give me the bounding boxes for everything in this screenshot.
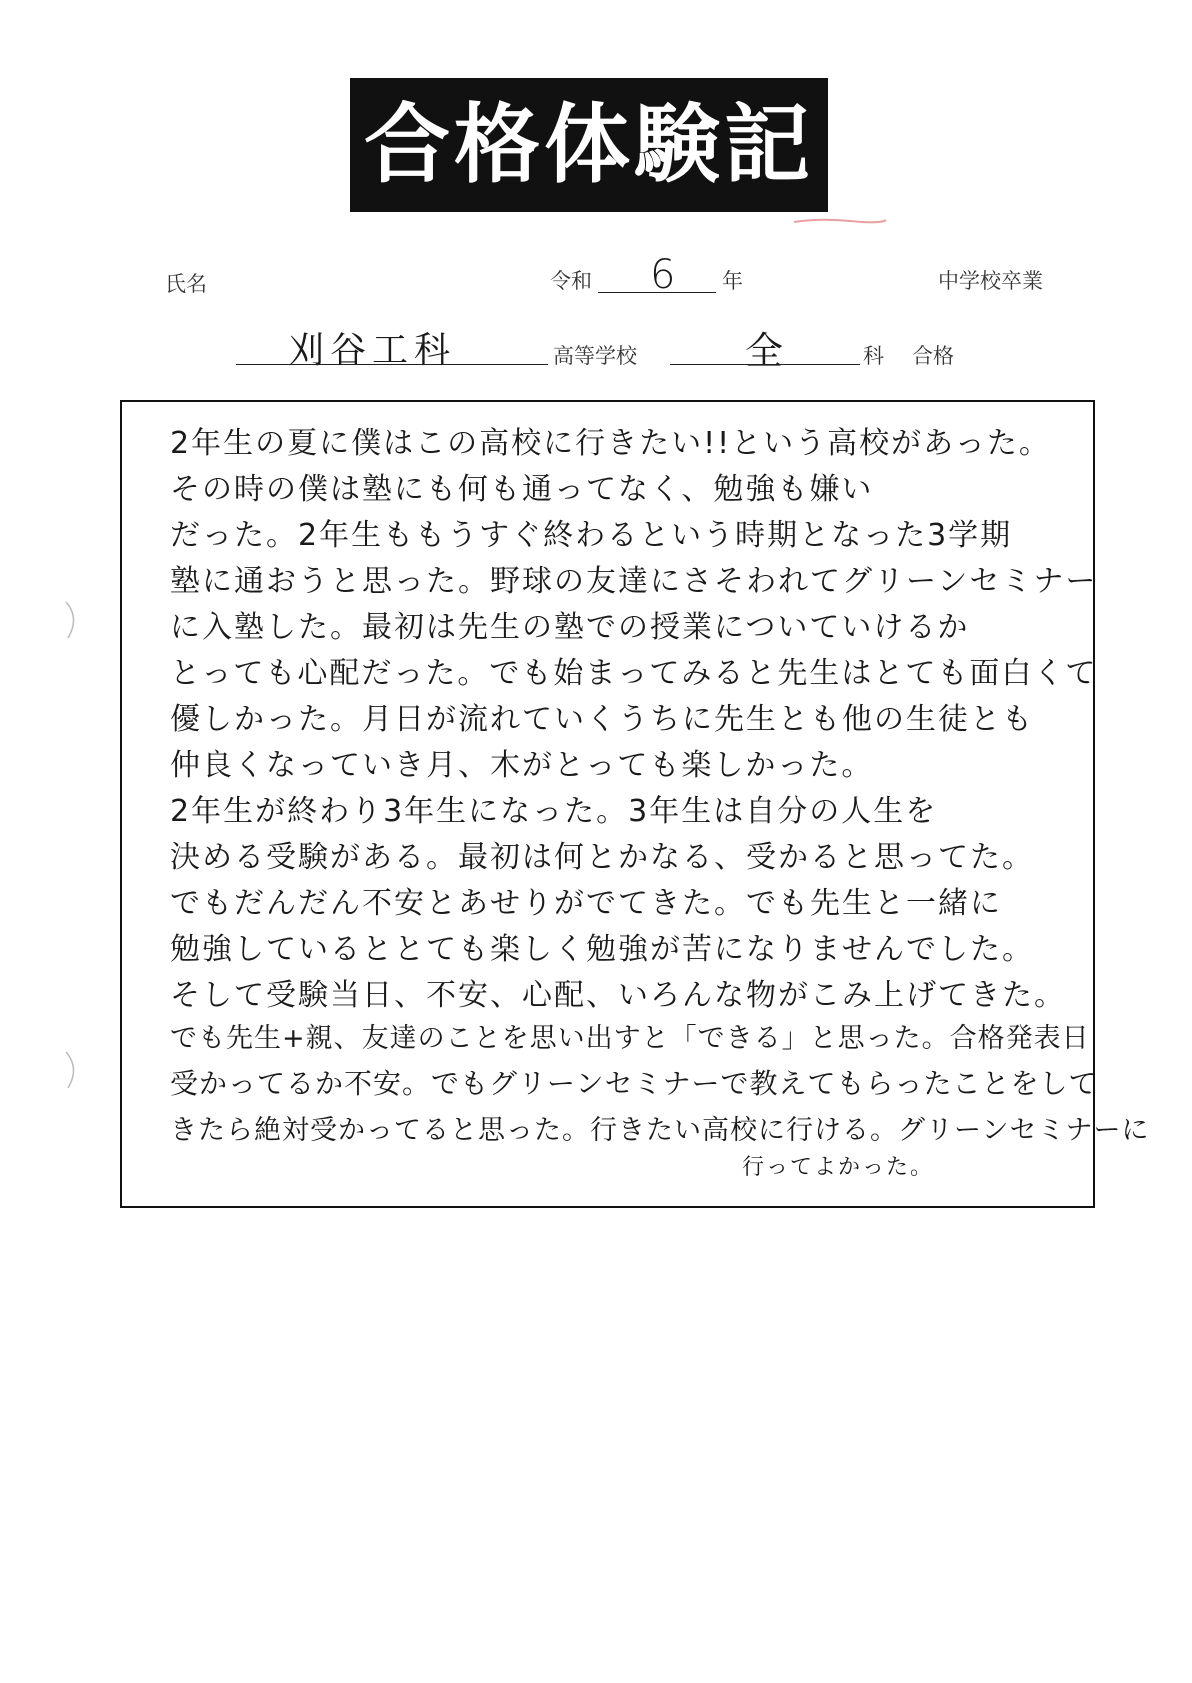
essay-line: 受かってるか不安。でもグリーンセミナーで教えてもらったことをして xyxy=(170,1067,1098,1100)
title-banner xyxy=(350,78,828,212)
page-title: 合格体験記 xyxy=(364,94,814,195)
essay-line: きたら絶対受かってると思った。行きたい高校に行ける。グリーンセミナーに xyxy=(170,1115,1150,1146)
junior-high-label: 中学校卒業 xyxy=(938,269,1043,293)
course-value: 全 xyxy=(745,329,784,373)
essay-line: だった。2年生ももうすぐ終わるという時期となった3学期 xyxy=(170,518,1013,553)
essay-line: 2年生の夏に僕はこの高校に行きたい!!という高校があった。 xyxy=(170,426,1051,461)
essay-line: でもだんだん不安とあせりがでてきた。でも先生と一緒に xyxy=(170,886,1002,921)
high-school-label: 高等学校 xyxy=(553,344,637,368)
essay-line: とっても心配だった。でも始まってみると先生はとても面白くて xyxy=(170,656,1098,691)
punch-hole-mark-bottom xyxy=(64,1050,84,1090)
essay-line: 決める受験がある。最初は何とかなる、受かると思ってた。 xyxy=(170,840,1034,875)
red-stroke-mark xyxy=(790,214,890,228)
year-value: 6 xyxy=(650,252,676,298)
year-underline xyxy=(598,292,716,293)
essay-line: 優しかった。月日が流れていくうちに先生とも他の生徒とも xyxy=(170,702,1034,737)
name-label: 氏名 xyxy=(165,272,207,296)
essay-line: 2年生が終わり3年生になった。3年生は自分の人生を xyxy=(170,794,938,829)
course-suffix: 科 xyxy=(863,344,884,368)
pass-label: 合格 xyxy=(912,344,954,368)
essay-line: そして受験当日、不安、心配、いろんな物がこみ上げてきた。 xyxy=(170,978,1066,1013)
essay-line: その時の僕は塾にも何も通ってなく、勉強も嫌い xyxy=(170,472,874,507)
essay-insert-note: 行ってよかった。 xyxy=(742,1155,935,1180)
course-underline xyxy=(670,364,860,365)
punch-hole-mark-top xyxy=(64,600,84,640)
essay-line: に入塾した。最初は先生の塾での授業についていけるか xyxy=(170,610,970,645)
era-label: 令和 xyxy=(550,269,592,293)
essay-line: 仲良くなっていき月、木がとっても楽しかった。 xyxy=(170,748,874,783)
essay-line: 塾に通おうと思った。野球の友達にさそわれてグリーンセミナー xyxy=(170,564,1098,599)
year-suffix: 年 xyxy=(722,269,743,293)
essay-line: 勉強しているととても楽しく勉強が苦になりませんでした。 xyxy=(170,932,1034,967)
essay-line: でも先生+親、友達のことを思い出すと「できる」と思った。合格発表日 xyxy=(170,1023,1090,1054)
school-underline xyxy=(236,364,548,365)
school-name-value: 刈谷工科 xyxy=(288,330,457,371)
essay-box xyxy=(120,400,1150,1208)
